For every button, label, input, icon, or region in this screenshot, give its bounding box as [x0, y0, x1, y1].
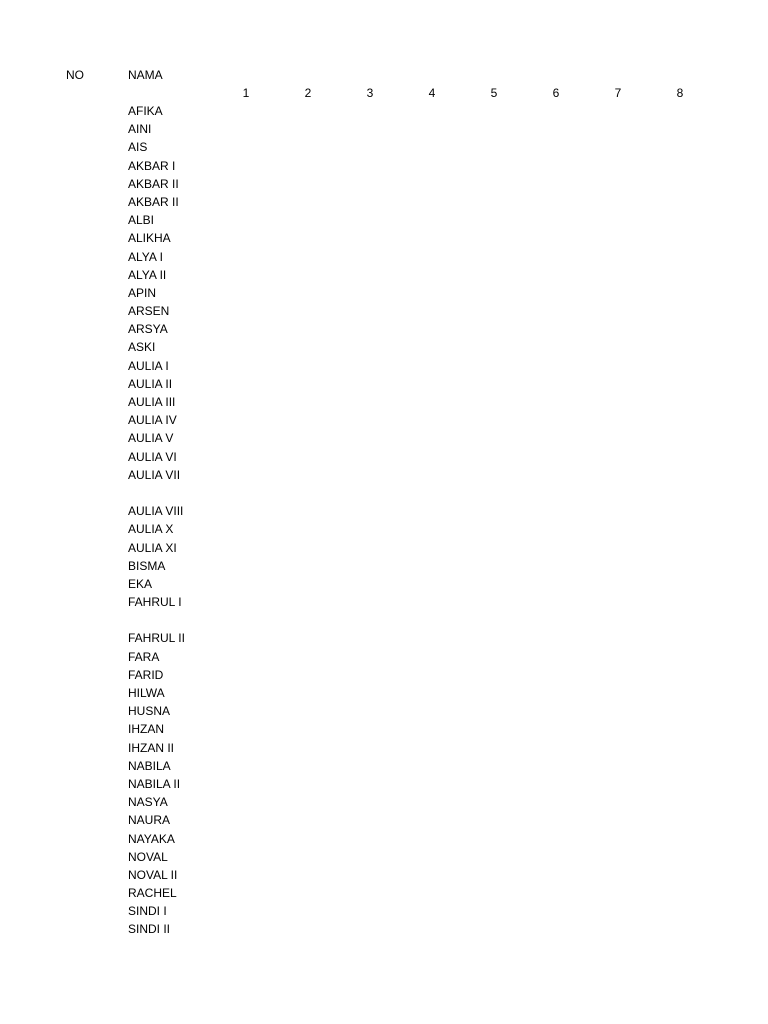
name-row: ARSEN	[128, 304, 170, 319]
name-row: FARA	[128, 649, 160, 664]
name-row: AULIA VIII	[128, 504, 184, 519]
name-row: AULIA V	[128, 431, 174, 446]
name-row: AULIA I	[128, 358, 169, 373]
name-row: IHZAN	[128, 722, 164, 737]
name-row: NASYA	[128, 795, 168, 810]
name-row: IHZAN II	[128, 740, 175, 755]
column-number-7: 7	[614, 86, 622, 100]
name-row: NOVAL II	[128, 867, 178, 882]
name-row: NAURA	[128, 813, 171, 828]
name-row: AULIA X	[128, 522, 174, 537]
name-row: AULIA VII	[128, 467, 181, 482]
name-row: NAYAKA	[128, 831, 175, 846]
name-row: SINDI I	[128, 904, 167, 919]
name-row: NOVAL	[128, 849, 168, 864]
blank-row	[128, 613, 185, 631]
name-row: SINDI II	[128, 922, 171, 937]
name-row: AIS	[128, 140, 148, 155]
name-row: AKBAR II	[128, 194, 179, 209]
name-row: RACHEL	[128, 886, 177, 901]
name-row: ALYA II	[128, 267, 167, 282]
name-row: AFIKA	[128, 104, 163, 118]
name-row: AULIA II	[128, 376, 173, 391]
column-number-1: 1	[242, 86, 250, 100]
name-row: APIN	[128, 285, 157, 300]
column-number-6: 6	[552, 86, 560, 100]
name-row: FAHRUL II	[128, 631, 185, 646]
column-number-2: 2	[304, 86, 312, 100]
name-row: AULIA XI	[128, 540, 177, 555]
name-row: NABILA II	[128, 776, 181, 791]
name-row: ALYA I	[128, 249, 163, 264]
name-row: AULIA IV	[128, 413, 177, 428]
column-number-3: 3	[366, 86, 374, 100]
no-column-header: NO	[66, 68, 84, 82]
name-row: AKBAR II	[128, 176, 179, 191]
blank-row	[128, 486, 185, 504]
name-row: HILWA	[128, 686, 165, 700]
name-row: AULIA III	[128, 395, 176, 409]
name-row: AULIA VI	[128, 449, 177, 464]
column-number-4: 4	[428, 86, 436, 100]
name-row: AKBAR I	[128, 158, 176, 173]
name-row: HUSNA	[128, 704, 171, 719]
name-row: NABILA	[128, 758, 171, 773]
name-row: FARID	[128, 667, 164, 682]
column-number-5: 5	[490, 86, 498, 100]
name-row: ASKI	[128, 340, 156, 355]
name-list	[128, 104, 185, 941]
name-row: FAHRUL I	[128, 595, 182, 610]
name-row: AINI	[128, 122, 152, 137]
name-row: ARSYA	[128, 322, 168, 337]
name-row: BISMA	[128, 558, 166, 573]
name-row: ALIKHA	[128, 231, 171, 246]
name-row: EKA	[128, 576, 153, 591]
column-number-8: 8	[676, 86, 684, 100]
nama-column-header: NAMA	[128, 68, 163, 82]
name-row: ALBI	[128, 213, 155, 228]
